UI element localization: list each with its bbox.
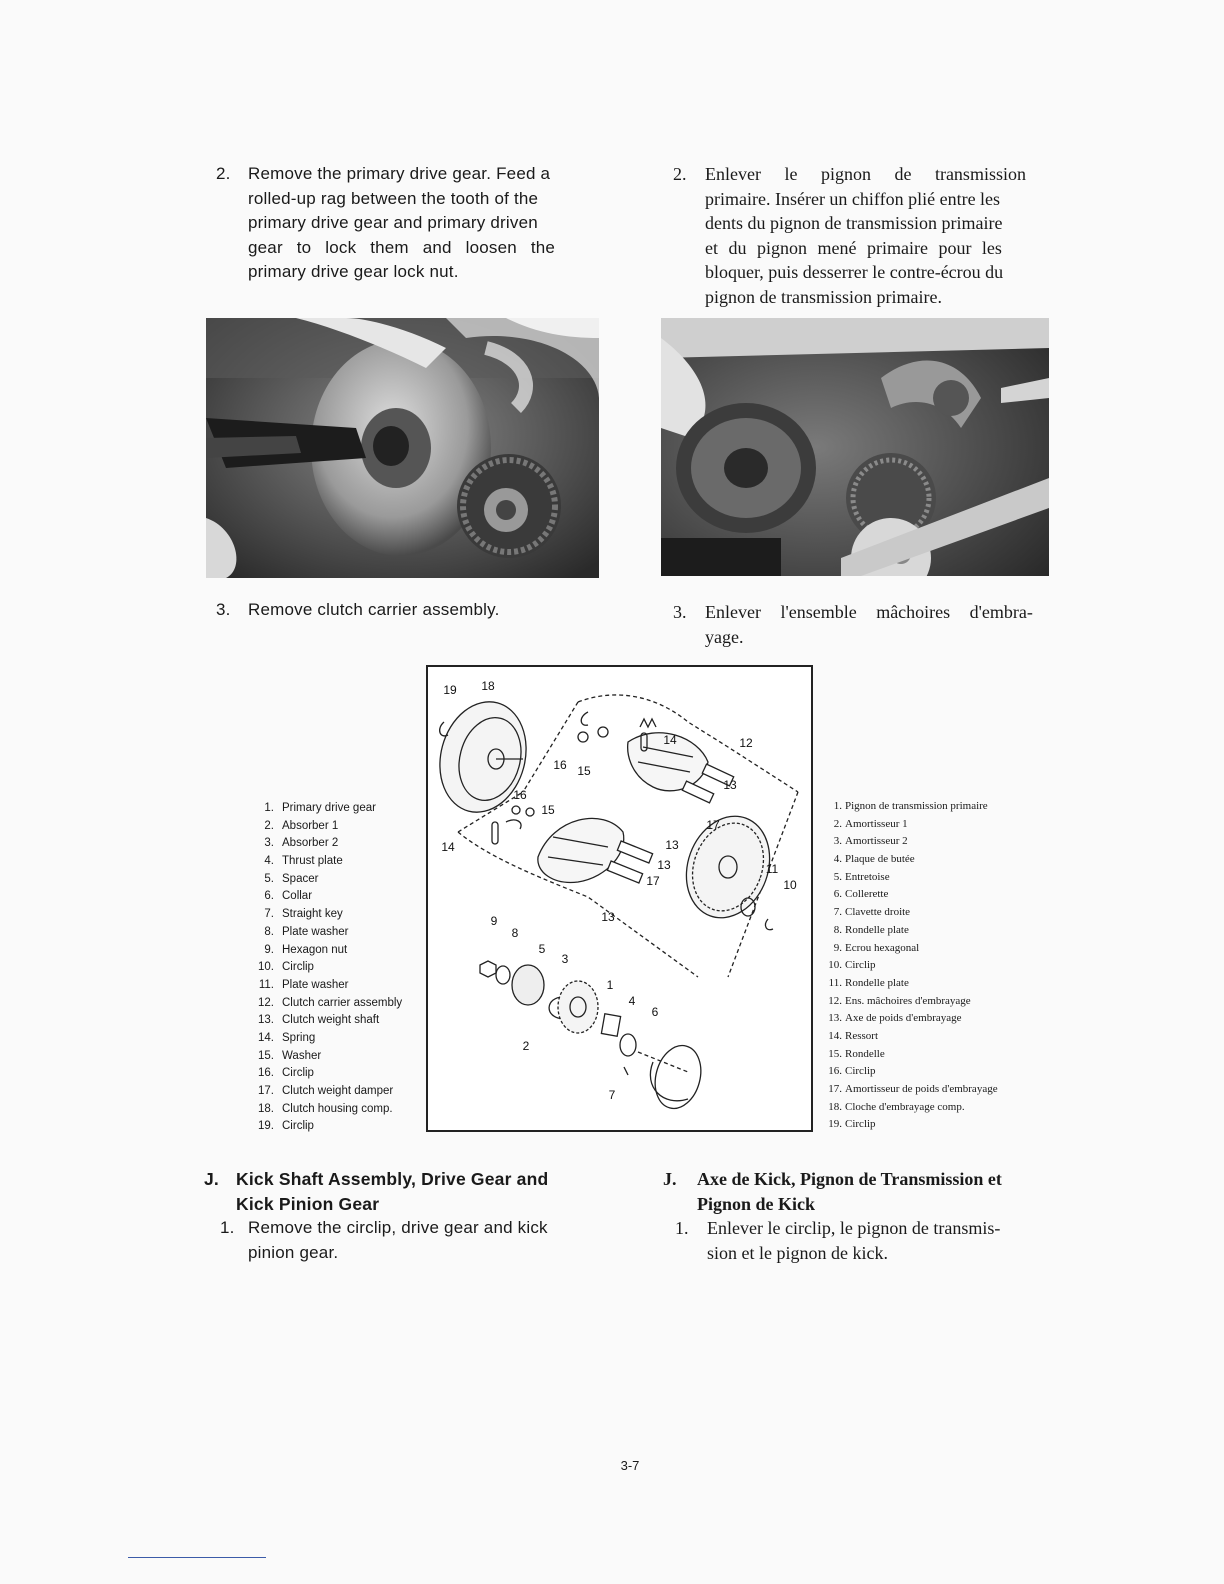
callout: 1 (606, 978, 614, 992)
text-line: Enlever le pignon de transmission (705, 164, 1026, 184)
callout: 13 (657, 858, 671, 872)
legend-item (254, 1101, 424, 1119)
legend-label: Axe de poids d'embrayage (845, 1012, 962, 1025)
callout: 8 (511, 926, 519, 940)
step-number: 1. (675, 1218, 689, 1238)
legend-number: 6. (833, 888, 842, 901)
legend-item (254, 906, 424, 924)
legend-item (254, 977, 424, 995)
legend-label: Circlip (282, 1067, 314, 1080)
legend-item (254, 1083, 424, 1101)
legend-label: Circlip (282, 1120, 314, 1133)
legend-item (254, 1118, 424, 1136)
exploded-diagram-frame (426, 665, 813, 1132)
legend-number: 15. (258, 1049, 274, 1062)
legend-label: Clutch housing comp. (282, 1102, 393, 1115)
step-text (248, 162, 596, 285)
legend-label: Ressort (845, 1029, 878, 1042)
photo-image (206, 318, 599, 578)
legend-number: 7. (833, 906, 842, 919)
step-text: Remove clutch carrier assembly. (248, 600, 500, 619)
legend-number: 14. (258, 1031, 274, 1044)
legend-item (826, 904, 1036, 922)
legend-number: 16. (258, 1067, 274, 1080)
callout: 5 (538, 942, 546, 956)
legend-number: 8. (833, 923, 842, 936)
legend-number: 10. (258, 961, 274, 974)
legend-french (826, 798, 1036, 1134)
legend-number: 14. (828, 1029, 842, 1042)
legend-item (826, 975, 1036, 993)
text-line: rolled-up rag between the tooth of the (248, 188, 539, 208)
legend-label: Circlip (282, 961, 314, 974)
text-line: primary drive gear lock nut. (248, 262, 459, 281)
legend-item (254, 924, 424, 942)
legend-number: 16. (828, 1065, 842, 1078)
text-line: et du pignon mené primaire pour les (705, 237, 1002, 258)
legend-number: 12. (828, 994, 842, 1007)
legend-item (254, 888, 424, 906)
legend-label: Amortisseur 1 (845, 817, 908, 830)
exploded-diagram (428, 667, 811, 1130)
text-line: Remove the primary drive gear. Feed a (248, 164, 551, 183)
legend-label: Circlip (845, 1065, 876, 1078)
legend-item (826, 869, 1036, 887)
callout: 13 (601, 910, 615, 924)
callout: 2 (522, 1039, 530, 1053)
legend-item (254, 1065, 424, 1083)
legend-number: 2. (264, 819, 274, 832)
legend-item (826, 1028, 1036, 1046)
legend-number: 4. (264, 855, 274, 868)
legend-number: 5. (833, 870, 842, 883)
legend-item (254, 1012, 424, 1030)
legend-item (826, 1116, 1036, 1134)
legend-label: Clutch carrier assembly (282, 996, 403, 1009)
legend-item (254, 1030, 424, 1048)
step-number: 1. (220, 1218, 235, 1237)
legend-item (826, 1081, 1036, 1099)
legend-item (254, 1048, 424, 1066)
callout: 15 (577, 764, 591, 778)
legend-label: Rondelle plate (845, 923, 909, 936)
callout: 7 (608, 1088, 616, 1102)
legend-label: Circlip (845, 1118, 876, 1131)
legend-number: 12. (258, 996, 274, 1009)
legend-number: 9. (264, 943, 274, 956)
text-line: Remove the circlip, drive gear and kick (248, 1218, 548, 1237)
legend-item (826, 1099, 1036, 1117)
legend-label: Amortisseur de poids d'embrayage (845, 1083, 998, 1095)
legend-label: Plaque de butée (845, 853, 915, 866)
page-number: 3-7 (620, 1458, 640, 1473)
legend-label: Absorber 2 (282, 837, 339, 850)
legend-number: 17. (258, 1085, 274, 1097)
text-line: pinion gear. (248, 1242, 339, 1262)
legend-label: Clavette droite (845, 906, 911, 919)
legend-item (254, 835, 424, 853)
legend-number: 17. (828, 1083, 842, 1095)
section-title (236, 1167, 606, 1216)
legend-item (826, 1046, 1036, 1064)
section-letter: J. (663, 1169, 677, 1189)
legend-number: 10. (828, 959, 842, 972)
legend-label: Pignon de transmission primaire (845, 800, 988, 812)
legend-label: Rondelle plate (845, 976, 909, 989)
legend-number: 2. (833, 817, 842, 830)
text-line: primary drive gear and primary driven (248, 213, 538, 232)
step-text (707, 1216, 1052, 1265)
legend-item (826, 833, 1036, 851)
legend-label: Hexagon nut (282, 943, 348, 956)
title-line: Kick Shaft Assembly, Drive Gear and (236, 1169, 549, 1189)
callout: 9 (490, 914, 498, 928)
legend-label: Spring (282, 1031, 316, 1044)
legend-label: Circlip (845, 959, 876, 972)
callout: 19 (443, 683, 457, 697)
legend-number: 6. (264, 890, 274, 903)
legend-label: Cloche d'embrayage comp. (845, 1100, 965, 1113)
legend-label: Plate washer (282, 925, 349, 938)
text-line: bloquer, puis desserrer le contre-écrou du (705, 262, 1004, 282)
legend-item (826, 886, 1036, 904)
legend-item (254, 942, 424, 960)
legend-item (826, 816, 1036, 834)
callout: 10 (783, 878, 797, 892)
legend-item (826, 922, 1036, 940)
legend-number: 18. (828, 1100, 842, 1113)
callout: 17 (706, 818, 720, 832)
legend-label: Collar (282, 890, 313, 903)
callout: 14 (663, 733, 677, 747)
legend-label: Ens. mâchoires d'embrayage (845, 994, 971, 1007)
legend-item (826, 940, 1036, 958)
legend-item (254, 871, 424, 889)
legend-number: 8. (264, 925, 274, 938)
photo-clutch-carrier (661, 318, 1049, 576)
callout: 13 (665, 838, 679, 852)
legend-english (254, 800, 424, 1136)
legend-label: Absorber 1 (282, 819, 339, 832)
legend-number: 11. (258, 978, 274, 991)
text-line: Enlever l'ensemble mâchoires d'embra- (705, 602, 1033, 622)
legend-item (826, 1063, 1036, 1081)
step-number: 2. (673, 164, 687, 184)
callout: 13 (723, 778, 737, 792)
legend-item (254, 853, 424, 871)
legend-number: 19. (258, 1120, 274, 1133)
section-letter: J. (204, 1169, 219, 1189)
legend-number: 19. (828, 1118, 842, 1131)
callout: 4 (628, 994, 636, 1008)
legend-item (254, 995, 424, 1013)
callout: 18 (481, 679, 495, 693)
legend-number: 13. (258, 1014, 274, 1027)
callout: 12 (739, 736, 753, 750)
legend-label: Spacer (282, 872, 319, 885)
step-text (705, 600, 1050, 649)
callout: 11 (765, 862, 779, 876)
legend-number: 1. (264, 802, 274, 814)
legend-label: Entretoise (845, 870, 890, 883)
step-text (705, 162, 1050, 309)
legend-item (254, 818, 424, 836)
legend-item (254, 800, 424, 818)
legend-label: Ecrou hexagonal (845, 941, 920, 954)
legend-number: 13. (828, 1012, 842, 1025)
legend-label: Straight key (282, 908, 343, 921)
legend-number: 4. (833, 853, 842, 866)
callout: 16 (553, 758, 567, 772)
section-title (697, 1167, 1062, 1216)
legend-item (826, 851, 1036, 869)
legend-number: 15. (828, 1047, 842, 1060)
text-line: pignon de transmission primaire. (705, 286, 942, 307)
legend-number: 3. (264, 837, 274, 850)
step-number: 3. (673, 602, 687, 622)
legend-item (826, 798, 1036, 816)
callout: 16 (513, 788, 527, 802)
legend-label: Washer (282, 1049, 322, 1062)
callout: 15 (541, 803, 555, 817)
legend-number: 7. (264, 908, 274, 921)
text-line: Enlever le circlip, le pignon de transmis- (707, 1218, 1001, 1238)
legend-label: Plate washer (282, 978, 349, 991)
text-line: primaire. Insérer un chiffon plié entre les (705, 188, 1001, 209)
legend-label: Rondelle (845, 1047, 885, 1060)
step-number: 2. (216, 164, 231, 183)
text-line: yage. (705, 626, 744, 647)
photo-image (661, 318, 1049, 576)
legend-number: 18. (258, 1102, 274, 1115)
legend-number: 11. (828, 976, 842, 989)
step-text (248, 1216, 598, 1265)
footer-rule (128, 1557, 266, 1558)
legend-label: Collerette (845, 888, 889, 901)
title-line: Kick Pinion Gear (236, 1193, 380, 1214)
legend-item (254, 959, 424, 977)
legend-number: 1. (833, 800, 842, 812)
legend-number: 3. (833, 835, 842, 848)
legend-label: Clutch weight shaft (282, 1014, 380, 1027)
legend-label: Clutch weight damper (282, 1085, 394, 1097)
photo-primary-drive-gear (206, 318, 599, 578)
legend-label: Amortisseur 2 (845, 835, 908, 848)
legend-number: 9. (833, 941, 842, 954)
legend-item (826, 957, 1036, 975)
legend-item (826, 1010, 1036, 1028)
text-line: sion et le pignon de kick. (707, 1242, 888, 1263)
callout: 17 (646, 874, 660, 888)
text-line: dents du pignon de transmission primaire (705, 213, 1003, 233)
title-line: Axe de Kick, Pignon de Transmission et (697, 1169, 1002, 1189)
step-number: 3. (216, 600, 231, 619)
callout: 6 (651, 1005, 659, 1019)
callout: 14 (441, 840, 455, 854)
text-line: gear to lock them and loosen the (248, 237, 556, 257)
callout: 3 (561, 952, 569, 966)
legend-item (826, 993, 1036, 1011)
legend-label: Thrust plate (282, 855, 343, 868)
title-line: Pignon de Kick (697, 1193, 816, 1214)
legend-label: Primary drive gear (282, 802, 376, 814)
legend-number: 5. (264, 872, 274, 885)
